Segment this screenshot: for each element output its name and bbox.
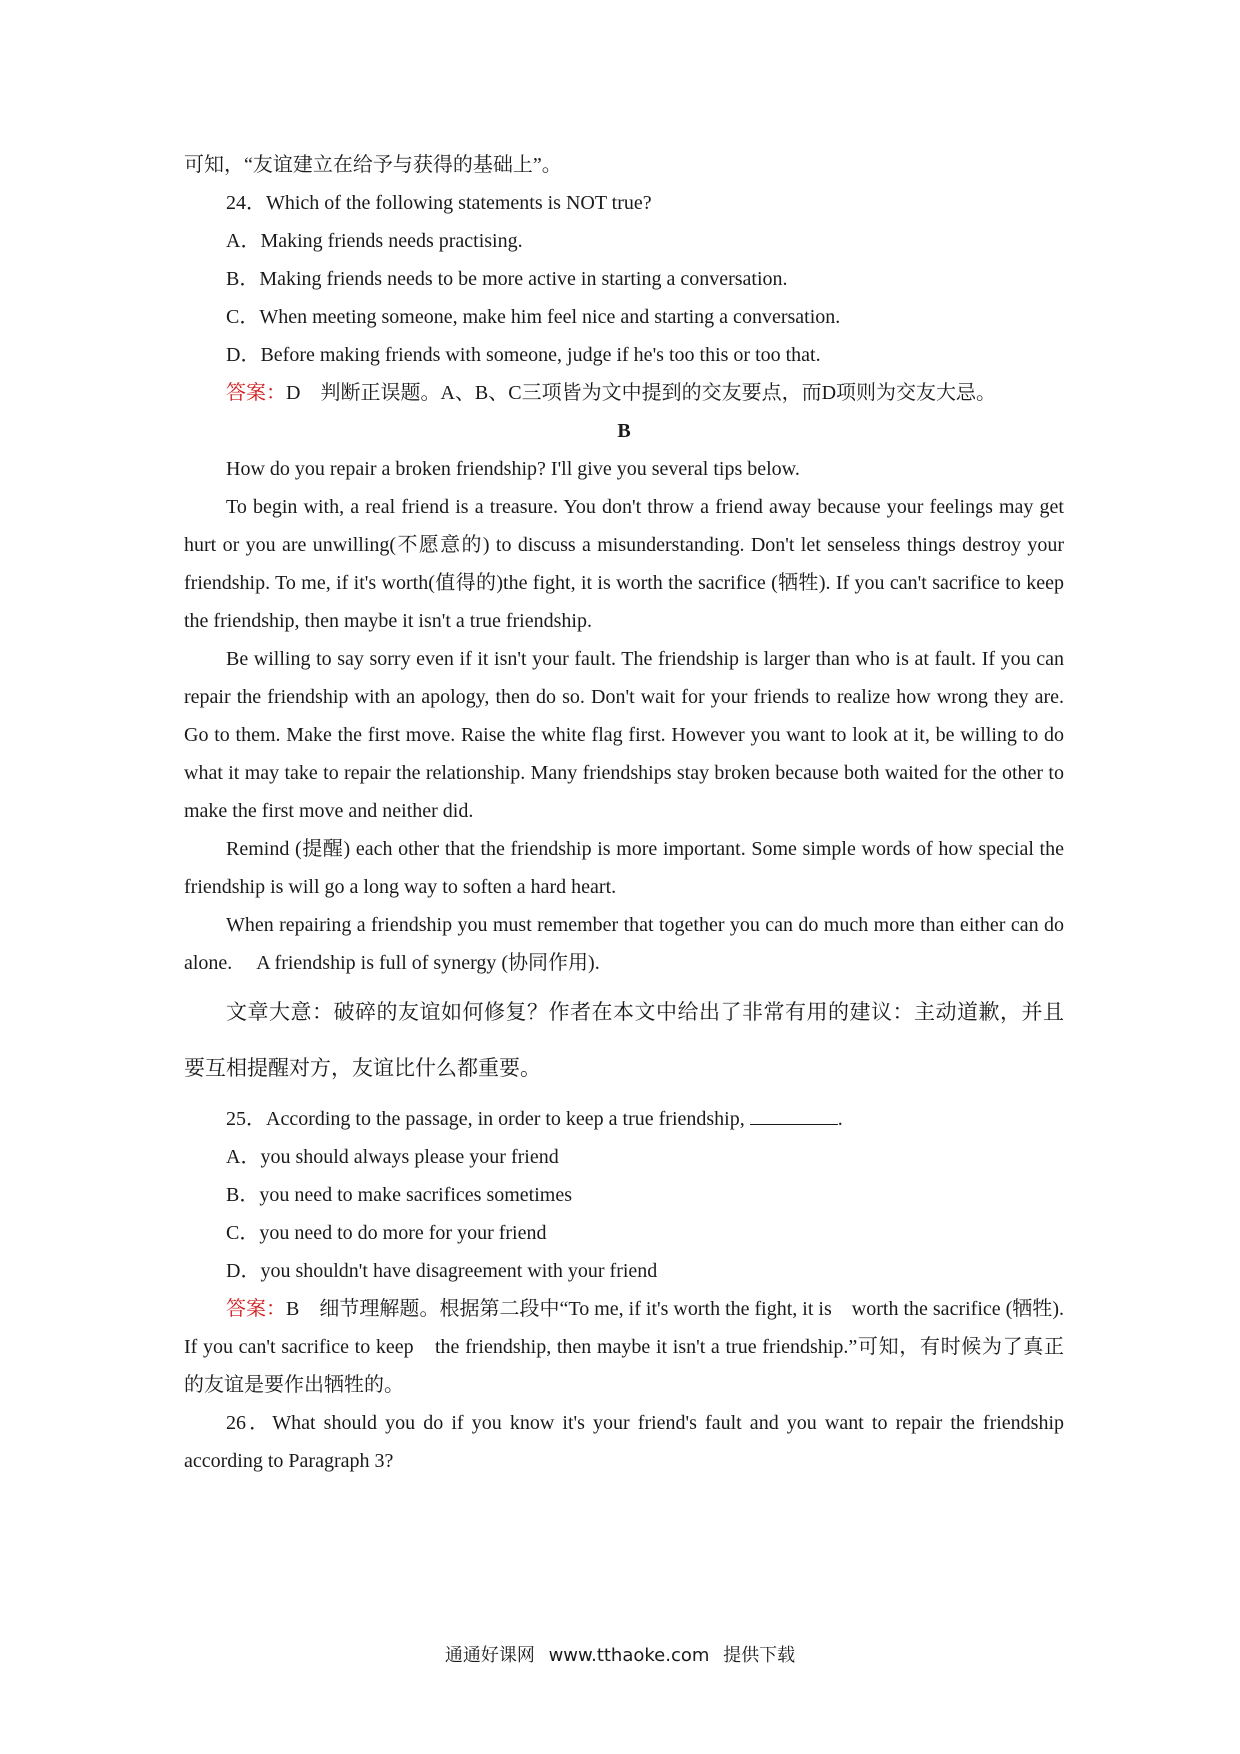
q25-option-a: A．you should always please your friend (226, 1146, 559, 1168)
q25-option-c: C．you need to do more for your friend (226, 1222, 547, 1244)
q25-option-d: D．you shouldn't have disagreement with your friend (226, 1260, 658, 1282)
footer-site-name: 通通好课网 (444, 1645, 535, 1666)
q24-option-a: A．Making friends needs practising. (226, 230, 523, 252)
footer-url: www.tthaoke.com (548, 1645, 710, 1666)
q24-answer (184, 374, 1064, 412)
q25-answer-text: B 细节理解题。根据第二段中“To me, if it's worth the fight, it is worth the sacrifice (牺牲). If you can't sacrifice to keep the friendship, then maybe it isn't a true friendship.”可知，有时候为了真正的友谊是要作出牺牲的。 (184, 1298, 1064, 1396)
q25-question-end: . (837, 1108, 843, 1130)
q24-option-c: C．When meeting someone, make him feel nice and starting a conversation. (226, 306, 841, 328)
q25-question-text: 25．According to the passage, in order to keep a true friendship, (226, 1108, 750, 1130)
q25-answer (184, 1290, 1064, 1404)
q24-option-d: D．Before making friends with someone, judge if he's too this or too that. (226, 344, 821, 366)
q24-question: 24．Which of the following statements is NOT true? (226, 192, 652, 214)
intro-tail-line: 可知，“友谊建立在给予与获得的基础上”。 (184, 154, 562, 176)
q25-option-b: B．you need to make sacrifices sometimes (226, 1184, 573, 1206)
passage-paragraph-3: Be willing to say sorry even if it isn't your fault. The friendship is larger than who is at fault. If you can repair the friendship with an apology, then do so. Don't wait for your friends to realize how wrong they are. Go to them. Make the first move. Raise the white flag first. However you want to look at it, be willing to do what it may take to repair the relationship. Many friendships stay broken because both waited for the other to make the first move and neither did. (184, 648, 1064, 822)
footer-suffix: 提供下载 (723, 1645, 796, 1666)
passage-summary: 文章大意：破碎的友谊如何修复？作者在本文中给出了非常有用的建议：主动道歉，并且要互相提醒对方，友谊比什么都重要。 (184, 1000, 1064, 1080)
document-content (184, 146, 1064, 1480)
page-footer (0, 1641, 1240, 1667)
passage-paragraph-5: When repairing a friendship you must remember that together you can do much more than either can do alone. A friendship is full of synergy (协同作用). (184, 914, 1064, 974)
passage-paragraph-1: How do you repair a broken friendship? I'll give you several tips below. (226, 458, 800, 480)
section-heading-b: B (617, 420, 631, 442)
passage-paragraph-4: Remind (提醒) each other that the friendship is more important. Some simple words of how special the friendship is will go a long way to soften a hard heart. (184, 838, 1064, 898)
answer-label: 答案： (226, 382, 286, 404)
q24-answer-text: D 判断正误题。A、B、C三项皆为文中提到的交友要点，而D项则为交友大忌。 (286, 382, 997, 404)
passage-paragraph-2: To begin with, a real friend is a treasure. You don't throw a friend away because your feelings may get hurt or you are unwilling(不愿意的) to discuss a misunderstanding. Don't let senseless things destroy your friendship. To me, if it's worth(值得的)the fight, it is worth the sacrifice (牺牲). If you can't sacrifice to keep the friendship, then maybe it isn't a true friendship. (184, 496, 1064, 632)
answer-blank (750, 1104, 838, 1125)
answer-label: 答案： (226, 1298, 287, 1320)
q26-question: 26．What should you do if you know it's your friend's fault and you want to repair the friendship according to Paragraph 3? (184, 1412, 1064, 1472)
q24-option-b: B．Making friends needs to be more active in starting a conversation. (226, 268, 788, 290)
q25-question (184, 1100, 1064, 1138)
